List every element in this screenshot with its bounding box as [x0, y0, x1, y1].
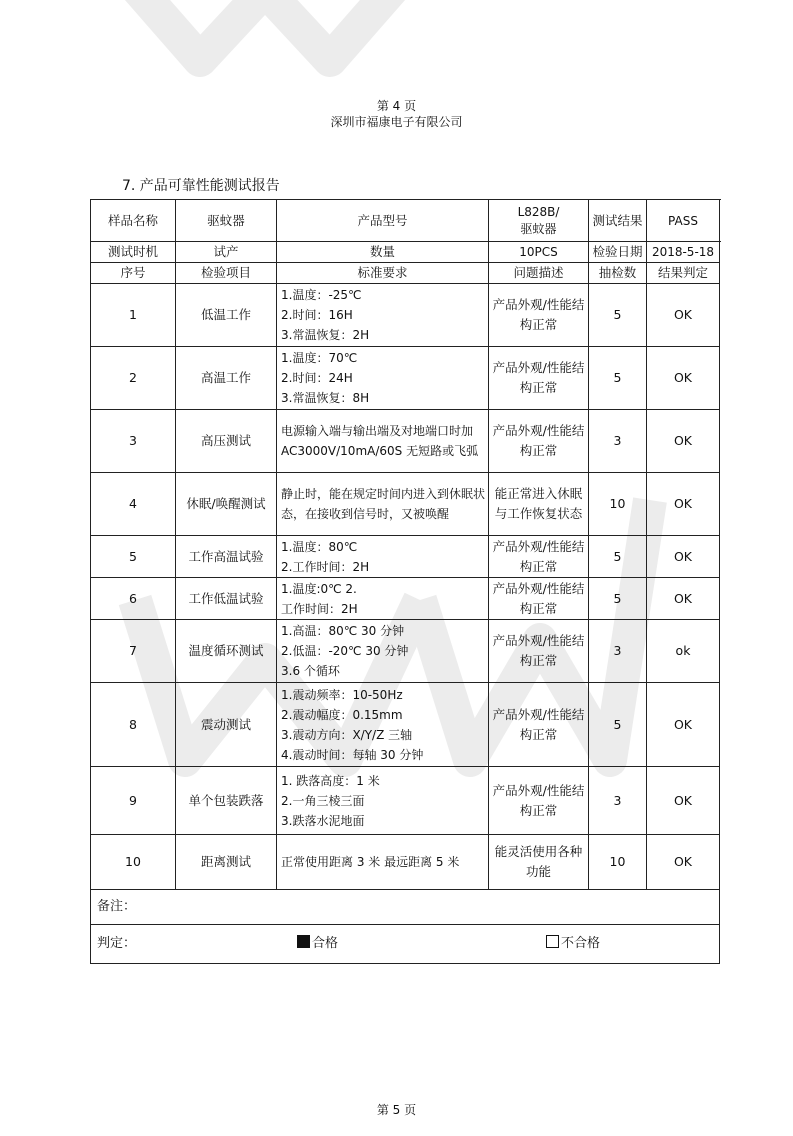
requirement: [277, 683, 489, 767]
requirement: [277, 620, 489, 683]
row-number: 2: [91, 347, 176, 410]
verdict-label: 判定：: [97, 936, 137, 951]
col-header-no: 序号: [91, 263, 176, 284]
page-number-bottom: 第 5 页: [376, 1103, 417, 1117]
verdict-fail-option[interactable]: [546, 934, 600, 954]
section-title: 7. 产品可靠性能测试报告: [122, 178, 280, 194]
model-label: 产品型号: [277, 200, 489, 242]
row-number: 7: [91, 620, 176, 683]
sample-name-value: 驱蚊器: [176, 200, 277, 242]
date-label: 检验日期: [589, 242, 647, 263]
col-header-requirement: 标准要求: [277, 263, 489, 284]
result-judgement: OK: [647, 347, 720, 410]
requirement-line: 1.温度:0℃ 2.: [281, 581, 357, 596]
table-row: [91, 410, 720, 473]
result-judgement: OK: [647, 578, 720, 620]
requirement-line: 2.震动幅度：0.15mm: [281, 707, 403, 722]
requirement: [277, 578, 489, 620]
requirement-line: 1.温度：70℃: [281, 351, 358, 365]
test-item: 休眠/唤醒测试: [176, 473, 277, 536]
table-row: [91, 578, 720, 620]
result-judgement: OK: [647, 410, 720, 473]
result-label: 测试结果: [589, 200, 647, 242]
table-row: [91, 683, 720, 767]
sample-quantity: 5: [589, 347, 647, 410]
row-number: 4: [91, 473, 176, 536]
sample-quantity: 10: [589, 473, 647, 536]
model-value: L828B/ 驱蚊器: [489, 200, 589, 242]
requirement-line: 工作时间：2H: [281, 601, 358, 616]
problem-description: 产品外观/性能结构正常: [489, 620, 589, 683]
sample-quantity: 5: [589, 683, 647, 767]
table-row: [91, 536, 720, 578]
test-item: 高压测试: [176, 410, 277, 473]
test-item: 震动测试: [176, 683, 277, 767]
table-row: [91, 835, 720, 890]
row-number: 6: [91, 578, 176, 620]
problem-description: 产品外观/性能结构正常: [489, 284, 589, 347]
requirement-line: 3.常温恢复：2H: [281, 328, 370, 342]
problem-description: 产品外观/性能结构正常: [489, 347, 589, 410]
requirement: [277, 473, 489, 536]
remarks-label: 备注：: [91, 890, 720, 925]
requirement-line: 3.震动方向：X/Y/Z 三轴: [281, 727, 413, 742]
requirement-line: 静止时，能在规定时间内进入到休眠状态，在接收到信号时，又被唤醒: [281, 487, 486, 521]
table-row: [91, 620, 720, 683]
company-name: 深圳市福康电子有限公司: [330, 115, 463, 129]
test-item: 工作高温试验: [176, 536, 277, 578]
info-row-1: [91, 200, 720, 242]
column-header-row: [91, 263, 720, 284]
row-number: 3: [91, 410, 176, 473]
problem-description: 能灵活使用各种功能: [489, 835, 589, 890]
sample-quantity: 5: [589, 578, 647, 620]
verdict-pass-option[interactable]: [297, 934, 338, 954]
table-row: [91, 767, 720, 835]
test-item: 距离测试: [176, 835, 277, 890]
reliability-test-table: [90, 199, 720, 964]
checked-box-icon: [297, 935, 310, 948]
result-judgement: OK: [647, 835, 720, 890]
requirement: [277, 410, 489, 473]
qty-value: 10PCS: [489, 242, 589, 263]
requirement-line: 2.低温：-20℃ 30 分钟: [281, 644, 409, 658]
requirement: [277, 284, 489, 347]
result-value: PASS: [647, 200, 720, 242]
test-item: 单个包装跌落: [176, 767, 277, 835]
result-judgement: OK: [647, 473, 720, 536]
requirement-line: 1.震动频率：10-50Hz: [281, 687, 403, 702]
requirement-line: 3.跌落水泥地面: [281, 813, 365, 828]
test-item: 低温工作: [176, 284, 277, 347]
requirement-line: 电源输入端与输出端及对地端口时加 AC3000V/10mA/60S 无短路或飞弧: [281, 424, 479, 458]
test-item: 温度循环测试: [176, 620, 277, 683]
result-judgement: OK: [647, 536, 720, 578]
test-rows: [91, 284, 720, 890]
problem-description: 产品外观/性能结构正常: [489, 410, 589, 473]
page-number-top: 第 4 页: [376, 99, 417, 113]
result-judgement: ok: [647, 620, 720, 683]
sample-quantity: 3: [589, 410, 647, 473]
remarks-row: [91, 890, 720, 925]
table-row: [91, 347, 720, 410]
verdict-pass-label: 合格: [312, 936, 339, 951]
col-header-description: 问题描述: [489, 263, 589, 284]
row-number: 10: [91, 835, 176, 890]
problem-description: 产品外观/性能结构正常: [489, 578, 589, 620]
row-number: 9: [91, 767, 176, 835]
requirement: [277, 536, 489, 578]
result-judgement: OK: [647, 767, 720, 835]
requirement-line: 1. 跌落高度：1 米: [281, 773, 380, 788]
table-row: [91, 284, 720, 347]
requirement-line: 2.时间：16H: [281, 308, 353, 322]
requirement-line: 1.温度：80℃: [281, 539, 358, 554]
problem-description: 能正常进入休眠与工作恢复状态: [489, 473, 589, 536]
requirement-line: 4.震动时间：每轴 30 分钟: [281, 747, 424, 762]
requirement-line: 1.温度：-25℃: [281, 288, 362, 302]
info-row-2: [91, 242, 720, 263]
unchecked-box-icon: [546, 935, 559, 948]
sample-name-label: 样品名称: [91, 200, 176, 242]
requirement-line: 1.高温：80℃ 30 分钟: [281, 624, 405, 638]
problem-description: 产品外观/性能结构正常: [489, 536, 589, 578]
sample-quantity: 3: [589, 620, 647, 683]
table-row: [91, 473, 720, 536]
requirement-line: 2.时间：24H: [281, 371, 353, 385]
sample-quantity: 5: [589, 284, 647, 347]
col-header-item: 检验项目: [176, 263, 277, 284]
test-item: 高温工作: [176, 347, 277, 410]
sample-quantity: 3: [589, 767, 647, 835]
col-header-sample-qty: 抽检数: [589, 263, 647, 284]
requirement-line: 3.常温恢复：8H: [281, 391, 370, 405]
timing-value: 试产: [176, 242, 277, 263]
requirement-line: 2.一角三棱三面: [281, 793, 365, 808]
requirement: [277, 767, 489, 835]
row-number: 1: [91, 284, 176, 347]
timing-label: 测试时机: [91, 242, 176, 263]
sample-quantity: 5: [589, 536, 647, 578]
requirement-line: 2.工作时间：2H: [281, 559, 370, 574]
requirement: [277, 835, 489, 890]
result-judgement: OK: [647, 284, 720, 347]
problem-description: 产品外观/性能结构正常: [489, 767, 589, 835]
requirement-line: 3.6 个循环: [281, 664, 340, 678]
verdict-fail-label: 不合格: [561, 936, 601, 951]
test-item: 工作低温试验: [176, 578, 277, 620]
verdict-area: [91, 925, 719, 963]
row-number: 5: [91, 536, 176, 578]
sample-quantity: 10: [589, 835, 647, 890]
qty-label: 数量: [277, 242, 489, 263]
date-value: 2018-5-18: [647, 242, 720, 263]
requirement-line: 正常使用距离 3 米 最远距离 5 米: [281, 855, 460, 869]
requirement: [277, 347, 489, 410]
verdict-row: [91, 925, 720, 964]
result-judgement: OK: [647, 683, 720, 767]
col-header-result: 结果判定: [647, 263, 720, 284]
row-number: 8: [91, 683, 176, 767]
problem-description: 产品外观/性能结构正常: [489, 683, 589, 767]
